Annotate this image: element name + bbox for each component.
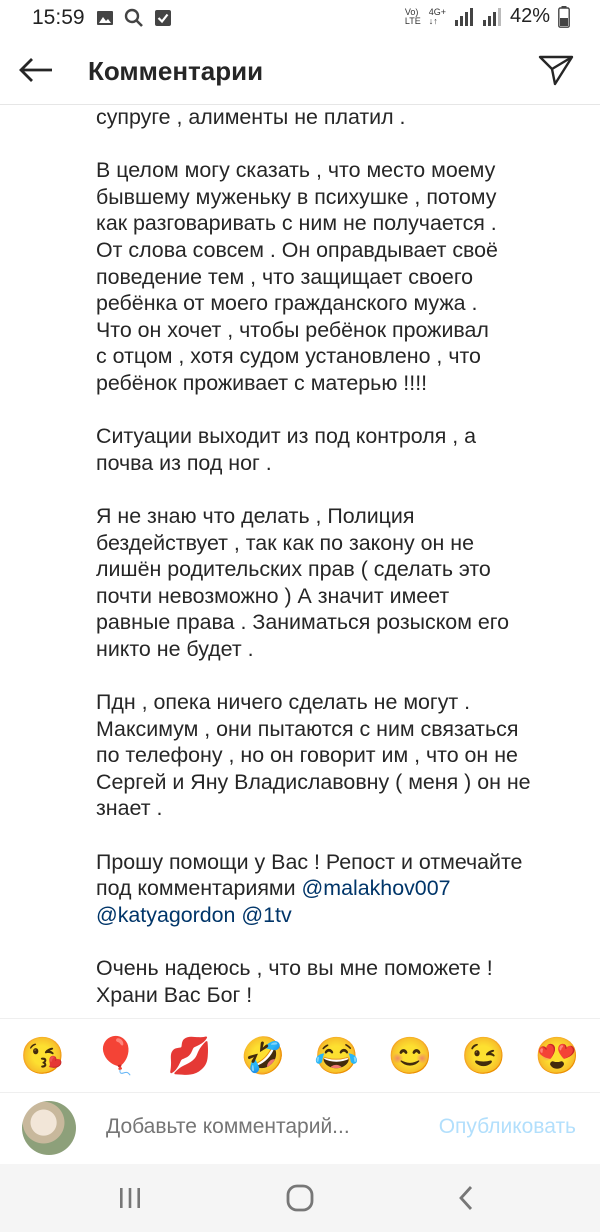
status-bar (0, 0, 600, 36)
network-indicator (429, 8, 446, 26)
share-button[interactable] (534, 50, 578, 90)
comment-paragraph: Пдн , опека ничего сделать не могут . Максимум , они пытаются с ним связаться по телефону , но он говорит им , что он не Сергей и Яну Владиславовну ( меня ) он не знает . (96, 690, 531, 821)
arrow-left-icon (18, 57, 54, 83)
net-bottom: ↓↑ (428, 15, 438, 26)
emoji-lips-icon[interactable]: 💋 (167, 1034, 213, 1076)
comment-paragraph: Я не знаю что делать , Полиция бездействует , так как по закону он не лишён родительских прав ( сделать это почти невозможно ) А значит имеет равные права . Заниматься розыском его никто не будет . (96, 503, 509, 661)
nav-back-button[interactable] (436, 1178, 496, 1218)
comment-text (96, 104, 576, 1035)
search-icon (124, 8, 144, 28)
publish-button[interactable]: Опубликовать (438, 1115, 576, 1138)
emoji-rofl-icon[interactable]: 🤣 (240, 1034, 286, 1076)
gallery-icon (96, 9, 114, 27)
emoji-joy-icon[interactable]: 😂 (314, 1034, 360, 1076)
emoji-wink-icon[interactable]: 😉 (461, 1034, 507, 1076)
mention-link[interactable]: @katyagordon (96, 902, 236, 927)
emoji-balloon-icon[interactable]: 🎈 (93, 1034, 139, 1076)
emoji-kiss-icon[interactable]: 😘 (20, 1034, 66, 1076)
comment-paragraph: Очень надеюсь , что вы мне поможете ! Храни Вас Бог ! (96, 956, 493, 1007)
comment-composer (0, 1092, 600, 1165)
notification-icons (96, 8, 172, 28)
comment-paragraph-help (96, 849, 576, 929)
help-text: Прошу помощи у Вас ! Репост и отмечайте под комментариями (96, 849, 523, 901)
status-time: 15:59 (32, 6, 85, 29)
battery-percent: 42% (509, 5, 550, 27)
system-indicators (405, 5, 570, 28)
mention-link[interactable]: @1tv (241, 902, 292, 927)
page-title: Комментарии (88, 56, 264, 86)
volte-bottom: LTE (404, 15, 421, 26)
net-top: 4G+ (428, 6, 446, 17)
avatar (22, 1101, 76, 1155)
comment-paragraph: супруге , алименты не платил . (96, 105, 406, 129)
paper-plane-icon (538, 54, 574, 86)
back-button[interactable] (14, 50, 58, 90)
chevron-left-icon (457, 1185, 475, 1211)
recent-apps-button[interactable] (100, 1178, 160, 1218)
home-button[interactable] (270, 1178, 330, 1218)
emoji-blush-icon[interactable]: 😊 (387, 1034, 433, 1076)
system-nav-bar (0, 1164, 600, 1232)
battery-icon (558, 6, 570, 28)
home-icon (286, 1184, 314, 1212)
comment-input[interactable] (106, 1115, 406, 1139)
comment-paragraph: В целом могу сказать , что место моему бывшему муженьку в психушке , потому как разговаривать с ним не получается . От слова совсем . Он оправдывает своё поведение тем , что защищает своего ребёнка от моего гражданского мужа . Что он хочет , чтобы ребёнок проживал с отцом , хотя судом установлено , что ребёнок проживает с матерью !!!! (96, 158, 498, 395)
volte-top: Vo) (404, 6, 419, 17)
emoji-quick-bar (0, 1018, 600, 1092)
recent-apps-icon (118, 1187, 142, 1209)
emoji-heart-eyes-icon[interactable]: 😍 (534, 1034, 580, 1076)
app-header (0, 36, 600, 105)
mention-link[interactable]: @malakhov007 (301, 876, 451, 901)
signal-icon (454, 8, 474, 26)
comment-paragraph: Ситуации выходит из под контроля , а почва из под ног . (96, 424, 477, 475)
signal-icon-2 (482, 8, 502, 26)
download-check-icon (154, 9, 172, 27)
volte-indicator (405, 8, 421, 26)
